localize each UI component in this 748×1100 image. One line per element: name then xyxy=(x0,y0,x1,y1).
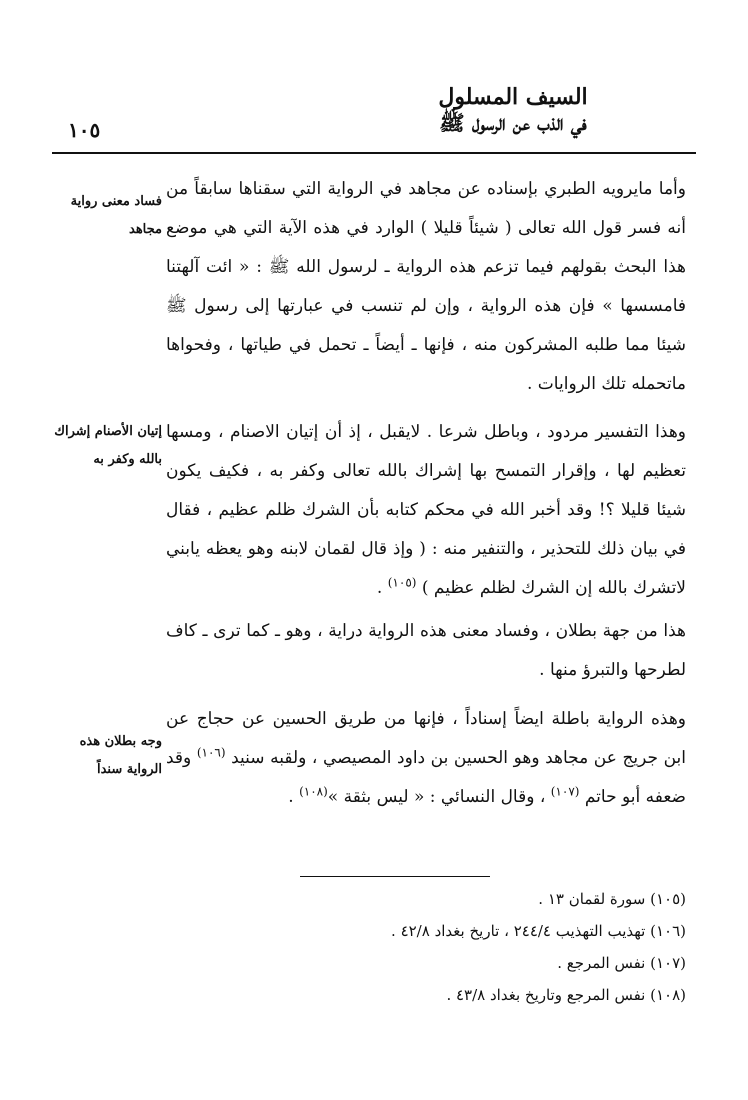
paragraph-2-text: وهذا التفسير مردود ، وباطل شرعا . لايقبل ، إذ أن إتيان الاصنام ، ومسها تعظيم لها ، وإقرار التمسح بها إشراك بالله تعالى وكفر به ، فكيف يكون شيئا قليلا ؟! وقد أخبر الله في محكم كتابه بأن الشرك ظلم عظيم ، فقال في بيان ذلك للتحذير ، والتنفير منه : ( وإذ قال لقمان لابنه وهو يعظه يابني لاتشرك بالله إن الشرك لظلم عظيم ) xyxy=(166,422,686,598)
paragraph-4-text-b: وقد ضعفه أبو حاتم xyxy=(166,748,686,807)
footnote-item: (١٠٧) نفس المرجع . xyxy=(557,954,686,972)
footnote-rule xyxy=(300,876,490,877)
paragraph-3: هذا من جهة بطلان ، وفساد معنى هذه الرواية دراية ، وهو ـ كما ترى ـ كاف لطرحها والتبرؤ منها . xyxy=(166,621,686,680)
footnote-item: (١٠٨) نفس المرجع وتاريخ بغداد ٤٣/٨ . xyxy=(446,986,686,1004)
running-header-title xyxy=(383,84,643,136)
footnote-ref-107: (١٠٧) xyxy=(550,784,580,799)
paragraph-4: وهذه الرواية باطلة ايضاً إسناداً ، فإنها من طريق الحسين عن حجاج عن ابن جريج عن مجاهد وهو الحسين بن داود المصيصي ، ولقبه سنيد $^{(١٠٦)}$ وقد ضعفه أبو حاتم $^{(١٠٧)}$ ، وقال النسائي : « ليس بثقة »$^{(١٠٨)}$ . xyxy=(166,709,687,807)
margin-note-3: وجه بطلان هذه الرواية سنداً xyxy=(79,734,162,777)
paragraph-4-text-c: ، وقال النسائي : « ليس بثقة » xyxy=(327,787,546,807)
footnotes-list xyxy=(166,883,686,1011)
footnote-item: (١٠٦) تهذيب التهذيب ٢٤٤/٤ ، تاريخ بغداد ٤٢/٨ . xyxy=(391,922,686,940)
footnote-item: (١٠٥) سورة لقمان ١٣ . xyxy=(538,890,686,908)
paragraph-2: وهذا التفسير مردود ، وباطل شرعا . لايقبل ، إذ أن إتيان الاصنام ، ومسها تعظيم لها ، وإقرار التمسح بها إشراك بالله تعالى وكفر به ، فكيف يكون شيئا قليلا ؟! وقد أخبر الله في محكم كتابه بأن الشرك ظلم عظيم ، فقال في بيان ذلك للتحذير ، والتنفير منه : ( وإذ قال لقمان لابنه وهو يعظه يابني لاتشرك بالله إن الشرك لظلم عظيم ) $^{(١٠٥)}$ . xyxy=(166,422,686,598)
paragraph-4-text-a: وهذه الرواية باطلة ايضاً إسناداً ، فإنها من طريق الحسين عن حجاج عن ابن جريج عن مجاهد وهو الحسين بن داود المصيصي ، ولقبه سنيد xyxy=(166,709,687,768)
footnote-ref-106: (١٠٦) xyxy=(196,745,226,760)
header-title-line1: السيف المسلول xyxy=(438,84,588,110)
margin-note-2: إتيان الأصنام إشراك بالله وكفر به xyxy=(54,424,162,467)
header-title-line2: في الذب عن الرسول ﷺ xyxy=(439,110,587,135)
page-number: ١٠٥ xyxy=(68,118,101,142)
margin-note-1: فساد معنى رواية مجاهد xyxy=(70,194,162,237)
paragraph-1: وأما مايرويه الطبري بإسناده عن مجاهد في الرواية التي سقناها سابقاً من أنه فسر قول الله تعالى ( شيئاً قليلا ) الوارد في هذه الآية التي هي موضع هذا البحث بقولهم فيما تزعم هذه الرواية ـ لرسول الله ﷺ : « ائت آلهتنا فامسسها » فإن هذه الرواية ، وإن لم تنسب في عبارتها إلى رسول ﷺ شيئا مما طلبه المشركون منه ، فإنها ـ أيضاً ـ تحمل في طياتها ، وفحواها ماتحمله تلك الروايات . xyxy=(166,179,686,394)
header-rule xyxy=(52,152,696,154)
footnote-ref-105: (١٠٥) xyxy=(387,575,417,590)
footnote-ref-108: (١٠٨) xyxy=(299,784,328,799)
